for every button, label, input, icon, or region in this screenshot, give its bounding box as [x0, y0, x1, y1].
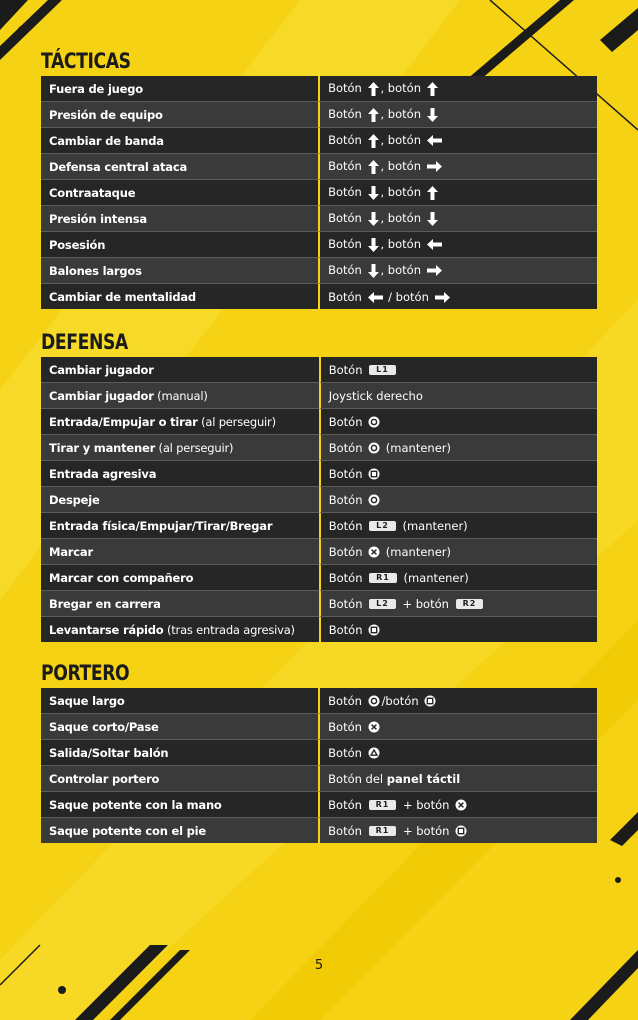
controls-table — [41, 688, 597, 843]
control-text: Botón — [328, 693, 366, 708]
table-row — [41, 539, 597, 565]
arrow-up-icon — [368, 134, 379, 148]
control-text: Botón — [328, 289, 366, 304]
table-row — [41, 206, 597, 232]
section-tacticas — [41, 50, 597, 309]
action-text: Marcar con compañero — [49, 570, 194, 585]
control-text: Botón — [328, 211, 366, 226]
control-text: + botón — [398, 596, 453, 611]
control-text: Botón — [328, 570, 367, 585]
table-row — [41, 180, 597, 206]
table-row — [41, 591, 597, 617]
control-text: Botón del — [328, 771, 387, 786]
square-button-icon — [368, 624, 380, 636]
action-cell — [41, 461, 319, 487]
action-text: (al perseguir) — [155, 440, 234, 455]
action-text: Saque corto/Pase — [49, 719, 159, 734]
control-text: (mantener) — [382, 440, 451, 455]
section-title: DEFENSA — [41, 330, 128, 354]
control-cell — [319, 461, 597, 487]
control-text: Botón — [328, 797, 366, 812]
triangle-button-icon — [368, 747, 380, 759]
action-text: Entrada física/Empujar/Tirar/Bregar — [49, 518, 273, 533]
action-cell — [41, 206, 318, 232]
action-cell — [41, 76, 318, 102]
control-cell — [318, 688, 597, 714]
control-text: Botón — [328, 745, 366, 760]
square-button-icon — [368, 468, 380, 480]
action-cell — [41, 232, 318, 258]
action-cell — [41, 409, 319, 435]
cross-button-icon — [368, 546, 380, 558]
control-text: + botón — [399, 823, 454, 838]
table-row — [41, 128, 597, 154]
action-text: Saque potente con el pie — [49, 823, 207, 838]
control-text: , botón — [380, 81, 425, 96]
action-text: Despeje — [49, 492, 100, 507]
action-cell — [41, 591, 319, 617]
action-text: (manual) — [153, 388, 208, 403]
shoulder-button-r1-icon: R1 — [369, 800, 397, 810]
action-text: Cambiar jugador — [49, 362, 154, 377]
control-cell — [319, 565, 597, 591]
controls-table — [41, 76, 597, 309]
action-text: Balones largos — [49, 263, 142, 278]
shoulder-button-l1-icon: L1 — [369, 365, 396, 375]
control-text: / botón — [384, 289, 433, 304]
control-cell — [319, 591, 597, 617]
section-title: TÁCTICAS — [41, 49, 131, 73]
section-title: PORTERO — [41, 661, 130, 685]
table-row — [41, 383, 597, 409]
action-text: Entrada agresiva — [49, 466, 157, 481]
control-cell — [318, 714, 597, 740]
circle-button-icon — [368, 416, 380, 428]
control-text: Botón — [328, 185, 366, 200]
control-cell — [319, 617, 597, 642]
table-row — [41, 487, 597, 513]
control-text: Joystick derecho — [328, 388, 423, 403]
action-text: Bregar en carrera — [49, 596, 161, 611]
table-row — [41, 617, 597, 642]
table-row — [41, 714, 597, 740]
action-cell — [41, 539, 319, 565]
shoulder-button-l2-icon: L2 — [369, 521, 396, 531]
table-row — [41, 102, 597, 128]
arrow-left-icon — [427, 239, 442, 250]
control-cell — [319, 513, 597, 539]
action-cell — [41, 565, 319, 591]
action-text: Saque potente con la mano — [49, 797, 222, 812]
page-number: 5 — [314, 958, 324, 973]
arrow-up-icon — [427, 82, 438, 96]
table-row — [41, 513, 597, 539]
control-text: , botón — [380, 107, 425, 122]
action-text: Cambiar jugador — [49, 388, 154, 403]
table-row — [41, 409, 597, 435]
control-text: , botón — [380, 263, 425, 278]
control-text: Botón — [328, 622, 367, 637]
section-portero — [41, 662, 597, 843]
control-text: Botón — [328, 159, 366, 174]
control-cell — [319, 539, 597, 565]
action-cell — [41, 766, 318, 792]
action-cell — [41, 740, 318, 766]
action-text: Contraataque — [49, 185, 136, 200]
circle-button-icon — [368, 442, 380, 454]
control-text: Botón — [328, 492, 367, 507]
control-text: Botón — [328, 81, 366, 96]
shoulder-button-r1-icon: R1 — [369, 573, 397, 583]
action-text: Fuera de juego — [49, 81, 144, 96]
arrow-right-icon — [435, 292, 450, 303]
action-cell — [41, 102, 318, 128]
action-text: Entrada/Empujar o tirar — [49, 414, 198, 429]
action-text: Marcar — [49, 544, 93, 559]
action-text: Presión intensa — [49, 211, 147, 226]
control-text: Botón — [328, 237, 366, 252]
control-text: Botón — [328, 263, 366, 278]
table-row — [41, 435, 597, 461]
action-cell — [41, 357, 319, 383]
control-text: Botón — [328, 823, 366, 838]
action-text: Defensa central ataca — [49, 159, 188, 174]
action-text: Cambiar de mentalidad — [49, 289, 196, 304]
action-cell — [41, 180, 318, 206]
control-text: Botón — [328, 596, 367, 611]
table-row — [41, 461, 597, 487]
cross-button-icon — [455, 799, 467, 811]
control-cell — [318, 740, 597, 766]
control-text: Botón — [328, 466, 367, 481]
control-cell — [318, 818, 597, 843]
action-text: Saque largo — [49, 693, 125, 708]
control-cell — [318, 766, 597, 792]
shoulder-button-r1-icon: R1 — [369, 826, 397, 836]
table-row — [41, 818, 597, 843]
arrow-up-icon — [368, 82, 379, 96]
arrow-left-icon — [368, 292, 383, 303]
action-cell — [41, 617, 319, 642]
arrow-down-icon — [368, 238, 379, 252]
control-text: + botón — [399, 797, 454, 812]
control-cell — [319, 409, 597, 435]
control-text: Botón — [328, 362, 367, 377]
action-text: Posesión — [49, 237, 106, 252]
action-text: Controlar portero — [49, 771, 160, 786]
control-cell — [318, 206, 597, 232]
control-text: (mantener) — [382, 544, 451, 559]
control-text: panel táctil — [386, 771, 461, 786]
action-text: Salida/Soltar balón — [49, 745, 169, 760]
control-text: , botón — [380, 185, 425, 200]
control-cell — [318, 180, 597, 206]
control-cell — [319, 383, 597, 409]
circle-button-icon — [368, 494, 380, 506]
action-text: Presión de equipo — [49, 107, 163, 122]
action-cell — [41, 818, 318, 843]
control-cell — [318, 154, 597, 180]
action-text: Levantarse rápido — [49, 622, 164, 637]
action-text: (al perseguir) — [197, 414, 276, 429]
action-text: (tras entrada agresiva) — [163, 622, 295, 637]
arrow-up-icon — [427, 186, 438, 200]
action-cell — [41, 284, 318, 309]
action-cell — [41, 258, 318, 284]
cross-button-icon — [368, 721, 380, 733]
control-cell — [319, 435, 597, 461]
control-text: Botón — [328, 518, 367, 533]
control-text: , botón — [380, 159, 425, 174]
controls-table — [41, 357, 597, 642]
control-cell — [318, 284, 597, 309]
control-cell — [318, 792, 597, 818]
control-text: , botón — [380, 133, 425, 148]
arrow-down-icon — [368, 212, 379, 226]
control-cell — [318, 76, 597, 102]
control-text: Botón — [328, 133, 366, 148]
shoulder-button-l2-icon: L2 — [369, 599, 396, 609]
action-text: Tirar y mantener — [49, 440, 156, 455]
action-cell — [41, 435, 319, 461]
action-cell — [41, 513, 319, 539]
square-button-icon — [455, 825, 467, 837]
arrow-down-icon — [368, 264, 379, 278]
control-cell — [318, 128, 597, 154]
table-row — [41, 76, 597, 102]
action-cell — [41, 714, 318, 740]
arrow-right-icon — [427, 161, 442, 172]
control-cell — [318, 232, 597, 258]
control-text: (mantener) — [398, 518, 468, 533]
arrow-down-icon — [427, 212, 438, 226]
table-row — [41, 766, 597, 792]
control-text: Botón — [328, 414, 367, 429]
control-cell — [318, 102, 597, 128]
arrow-down-icon — [427, 108, 438, 122]
shoulder-button-r2-icon: R2 — [456, 599, 484, 609]
circle-button-icon — [368, 695, 380, 707]
table-row — [41, 565, 597, 591]
arrow-left-icon — [427, 135, 442, 146]
control-text: (mantener) — [399, 570, 469, 585]
arrow-up-icon — [368, 160, 379, 174]
action-cell — [41, 792, 318, 818]
action-cell — [41, 383, 319, 409]
table-row — [41, 232, 597, 258]
control-text: Botón — [328, 544, 367, 559]
control-cell — [318, 258, 597, 284]
action-cell — [41, 487, 319, 513]
section-defensa — [41, 331, 597, 642]
control-cell — [319, 487, 597, 513]
arrow-up-icon — [368, 108, 379, 122]
control-text: Botón — [328, 440, 367, 455]
control-text: Botón — [328, 719, 366, 734]
action-text: Cambiar de banda — [49, 133, 164, 148]
control-cell — [319, 357, 597, 383]
arrow-right-icon — [427, 265, 442, 276]
control-text: , botón — [380, 237, 425, 252]
table-row — [41, 258, 597, 284]
table-row — [41, 792, 597, 818]
action-cell — [41, 688, 318, 714]
table-row — [41, 688, 597, 714]
arrow-down-icon — [368, 186, 379, 200]
table-row — [41, 154, 597, 180]
control-text: , botón — [380, 211, 425, 226]
action-cell — [41, 154, 318, 180]
table-row — [41, 740, 597, 766]
action-cell — [41, 128, 318, 154]
control-text: /botón — [381, 693, 423, 708]
square-button-icon — [424, 695, 436, 707]
control-text: Botón — [328, 107, 366, 122]
table-row — [41, 357, 597, 383]
table-row — [41, 284, 597, 309]
